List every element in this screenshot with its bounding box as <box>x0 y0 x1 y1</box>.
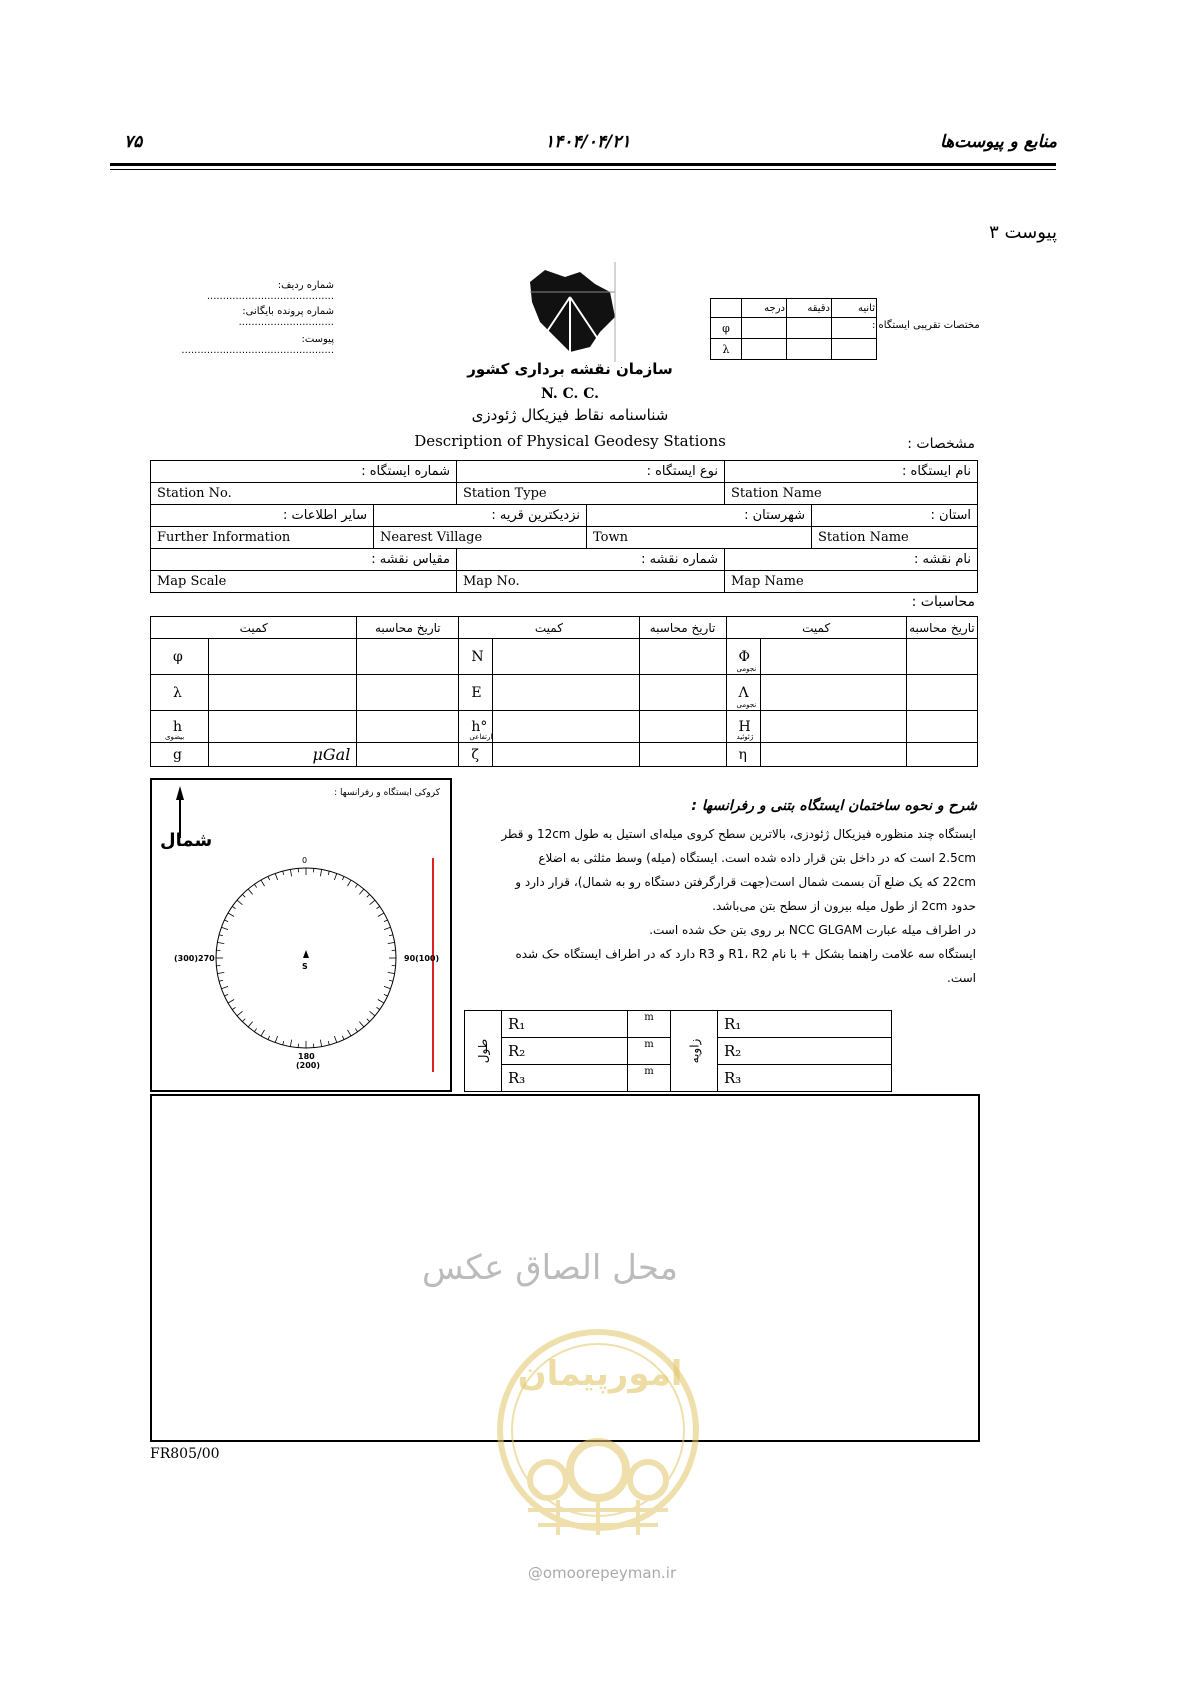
compass-tick <box>268 1036 270 1040</box>
calc-sym-Lambda: Λ نجومی <box>726 675 760 711</box>
compass-tick <box>384 920 388 922</box>
references-table <box>464 1010 892 1092</box>
map-name-fa: نام نقشه : <box>725 549 978 571</box>
ref-angle-label: زاویه <box>671 1011 718 1092</box>
compass-tick <box>389 935 393 936</box>
compass-tick <box>224 994 228 996</box>
calc-sym-phi: φ <box>151 639 209 675</box>
compass-tick <box>359 889 363 894</box>
calc-sym-eta: η <box>726 743 760 767</box>
calc-table <box>150 616 978 767</box>
desc-line-6: ایستگاه سه علامت راهنما بشکل + با نام R1، R2 و R3 دارد که در اطراف ایستگاه حک شده <box>515 947 976 961</box>
compass-tick <box>384 927 391 929</box>
compass-tick <box>224 920 228 922</box>
desc-line-4: حدود 2cm از طول میله بیرون از سطح بتن می‌باشد. <box>712 899 976 913</box>
compass-tick <box>348 880 352 886</box>
compass-tick <box>290 869 291 876</box>
watermark-url: @omoorepeyman.ir <box>527 1564 677 1582</box>
g-unit: μGal <box>209 743 357 767</box>
calc-sym-zeta: ζ <box>459 743 493 767</box>
org-name-en: N. C. C. <box>540 386 600 402</box>
calc-sym-E: E <box>459 675 493 711</box>
org-name-fa: سازمان نقشه برداری کشور <box>467 360 673 378</box>
ref-length-unit-1: m <box>628 1011 671 1038</box>
calc-date-header-3: تاریخ محاسبه <box>906 617 977 639</box>
header-rule <box>110 163 1056 166</box>
compass-tick <box>378 913 384 917</box>
compass-tick <box>384 986 391 988</box>
calc-sym-h0: h° ارتفاعی <box>459 711 493 743</box>
compass-bottom-label-2: (200) <box>296 1061 321 1070</box>
compass-tick <box>376 1007 379 1009</box>
desc-line-1: ایستگاه چند منظوره فیزیکال ژئودزی، بالاترین سطح کروی میله‌ای استیل به طول 12cm و قطر <box>501 827 976 841</box>
compass-tick <box>388 972 395 973</box>
page-number: ۷۵ <box>124 132 143 152</box>
compass-tick <box>254 1028 256 1031</box>
archive-number-field: شماره پرونده بایگانی: .............................. <box>238 306 334 328</box>
station-type-fa: نوع ایستگاه : <box>457 461 725 483</box>
coord-lambda: λ <box>711 339 742 360</box>
further-info-fa: سایر اطلاعات : <box>151 505 374 527</box>
map-name-en: Map Name <box>725 571 978 593</box>
calc-qty-header-1: کمیت <box>151 617 357 639</box>
desc-line-3: 22cm که یک ضلع آن بسمت شمال است(جهت قرارگرفتن دستگاه رو به شمال)، قرار دارد و <box>515 875 976 889</box>
col-minute: دقیقه <box>787 299 832 318</box>
approx-coords-label: مختصات تقریبی ایستگاه : <box>872 320 980 331</box>
compass-tick <box>237 900 242 904</box>
ref-angle-r2: R₂ <box>718 1038 892 1065</box>
ref-length-r3: R₃ <box>502 1065 628 1092</box>
compass-tick <box>217 972 224 973</box>
compass-tick <box>355 884 357 887</box>
ref-angle-r1: R₁ <box>718 1011 892 1038</box>
compass-tick <box>359 1022 363 1027</box>
desc-line-2: 2.5cm است که در داخل بتن قرار داده شده است. ایستگاه (میله) وسط مثلثی به اضلاع <box>538 851 976 865</box>
nearest-village-en: Nearest Village <box>374 527 587 549</box>
coord-phi: φ <box>711 318 742 339</box>
sketch-label: کروکی ایستگاه و رفرانسها : <box>334 788 440 798</box>
ref-angle-r3: R₃ <box>718 1065 892 1092</box>
desc-line-7: است. <box>947 971 976 985</box>
compass-tick <box>367 894 370 897</box>
compass-tick <box>275 873 277 880</box>
compass-tick <box>370 900 375 904</box>
compass-tick <box>389 980 393 981</box>
ncc-logo-icon <box>520 262 620 362</box>
compass-center-label: S <box>302 962 308 971</box>
nearest-village-fa: نزدیکترین قریه : <box>374 505 587 527</box>
compass-tick <box>248 1022 252 1027</box>
watermark-brand: امورپیمان <box>517 1354 683 1394</box>
specs-label: مشخصات : <box>907 436 975 452</box>
calc-date-header-1: تاریخ محاسبه <box>357 617 459 639</box>
doc-title-fa: شناسنامه نقاط فیزیکال ژئودزی <box>471 406 669 424</box>
compass-tick <box>348 1030 352 1036</box>
calc-sym-g: g <box>151 743 209 767</box>
province-fa: استان : <box>812 505 978 527</box>
compass-rose-icon <box>206 858 406 1058</box>
compass-right-label: 90(100) <box>404 954 440 963</box>
calc-label: محاسبات : <box>911 594 975 610</box>
calc-qty-header-3: کمیت <box>726 617 906 639</box>
compass-tick <box>237 1011 242 1015</box>
header-section: منابع و پیوست‌ها <box>940 132 1057 152</box>
station-no-fa: شماره ایستگاه : <box>151 461 457 483</box>
compass-tick <box>254 884 256 887</box>
approx-coords-table <box>710 298 877 360</box>
map-scale-en: Map Scale <box>151 571 457 593</box>
compass-tick <box>328 871 329 875</box>
compass-tick <box>275 1036 277 1043</box>
description-title: شرح و نحوه ساختمان ایستگاه بتنی و رفرانسها : <box>691 798 977 814</box>
compass-tick <box>334 1036 336 1043</box>
info-row-1 <box>150 460 978 505</box>
compass-tick <box>320 1040 321 1047</box>
town-fa: شهرستان : <box>587 505 812 527</box>
compass-tick <box>355 1028 357 1031</box>
compass-top-label: 0 <box>302 856 308 865</box>
description-body <box>464 822 976 990</box>
compass-center-mark <box>303 950 309 958</box>
map-no-en: Map No. <box>457 571 725 593</box>
sketch-red-line <box>432 858 434 1072</box>
compass-left-label: (300)270 <box>174 954 215 963</box>
town-en: Town <box>587 527 812 549</box>
doc-title-en: Description of Physical Geodesy Stations <box>414 432 726 450</box>
compass-tick <box>328 1041 329 1045</box>
compass-tick <box>261 880 265 886</box>
info-row-2 <box>150 504 978 549</box>
info-row-3 <box>150 548 978 593</box>
compass-tick <box>334 873 336 880</box>
compass-tick <box>219 935 223 936</box>
calc-sym-lambda: λ <box>151 675 209 711</box>
calc-sym-N: N <box>459 639 493 675</box>
header-date: ۱۴۰۴/۰۴/۲۱ <box>545 132 631 152</box>
compass-tick <box>248 889 252 894</box>
compass-tick <box>221 986 228 988</box>
calc-sym-H: H ژئوئید <box>726 711 760 743</box>
compass-tick <box>217 942 224 943</box>
calc-qty-header-2: کمیت <box>459 617 639 639</box>
province-en: Station Name <box>812 527 978 549</box>
compass-tick <box>232 906 235 908</box>
station-name-fa: نام ایستگاه : <box>725 461 978 483</box>
compass-tick <box>378 1000 384 1004</box>
compass-tick <box>342 1036 344 1040</box>
compass-tick <box>228 1000 234 1004</box>
station-no-en: Station No. <box>151 483 457 505</box>
compass-tick <box>228 913 234 917</box>
header-rule-thin <box>110 169 1056 170</box>
ref-length-r2: R₂ <box>502 1038 628 1065</box>
compass-tick <box>376 906 379 908</box>
compass-tick <box>268 876 270 880</box>
row-number-field: شماره ردیف: ........................................ <box>206 280 334 302</box>
compass-tick <box>388 942 395 943</box>
compass-tick <box>261 1030 265 1036</box>
compass-tick <box>367 1019 370 1022</box>
map-scale-fa: مقیاس نقشه : <box>151 549 457 571</box>
compass-tick <box>219 980 223 981</box>
compass-tick <box>384 994 388 996</box>
ref-length-label: طول <box>465 1011 502 1092</box>
calc-sym-Phi: Φ نجومی <box>726 639 760 675</box>
compass-tick <box>242 1019 245 1022</box>
compass-tick <box>320 869 321 876</box>
compass-bottom-label: 180 <box>298 1052 315 1061</box>
calc-date-header-2: تاریخ محاسبه <box>639 617 726 639</box>
compass-tick <box>342 876 344 880</box>
appendix-title: پیوست ۳ <box>989 222 1057 243</box>
desc-line-5: در اطراف میله عبارت NCC GLGAM بر روی بتن حک شده است. <box>649 923 976 937</box>
compass-tick <box>283 1041 284 1045</box>
north-label: شمال <box>160 830 213 851</box>
compass-tick <box>242 894 245 897</box>
col-second: ثانیه <box>832 299 877 318</box>
compass-tick <box>283 871 284 875</box>
footer-code: FR805/00 <box>150 1446 220 1462</box>
ref-length-unit-2: m <box>628 1038 671 1065</box>
ref-length-r1: R₁ <box>502 1011 628 1038</box>
compass-tick <box>370 1011 375 1015</box>
compass-tick <box>221 927 228 929</box>
compass-tick <box>232 1007 235 1009</box>
compass-tick <box>290 1040 291 1047</box>
photo-label: محل الصاق عکس <box>422 1248 678 1288</box>
attachment-field: پیوست: ................................................ <box>181 334 334 356</box>
ref-length-unit-3: m <box>628 1065 671 1092</box>
station-name-en: Station Name <box>725 483 978 505</box>
station-type-en: Station Type <box>457 483 725 505</box>
col-degree: درجه <box>742 299 787 318</box>
further-info-en: Further Information <box>151 527 374 549</box>
map-no-fa: شماره نقشه : <box>457 549 725 571</box>
calc-sym-h: h بیضوی <box>151 711 209 743</box>
